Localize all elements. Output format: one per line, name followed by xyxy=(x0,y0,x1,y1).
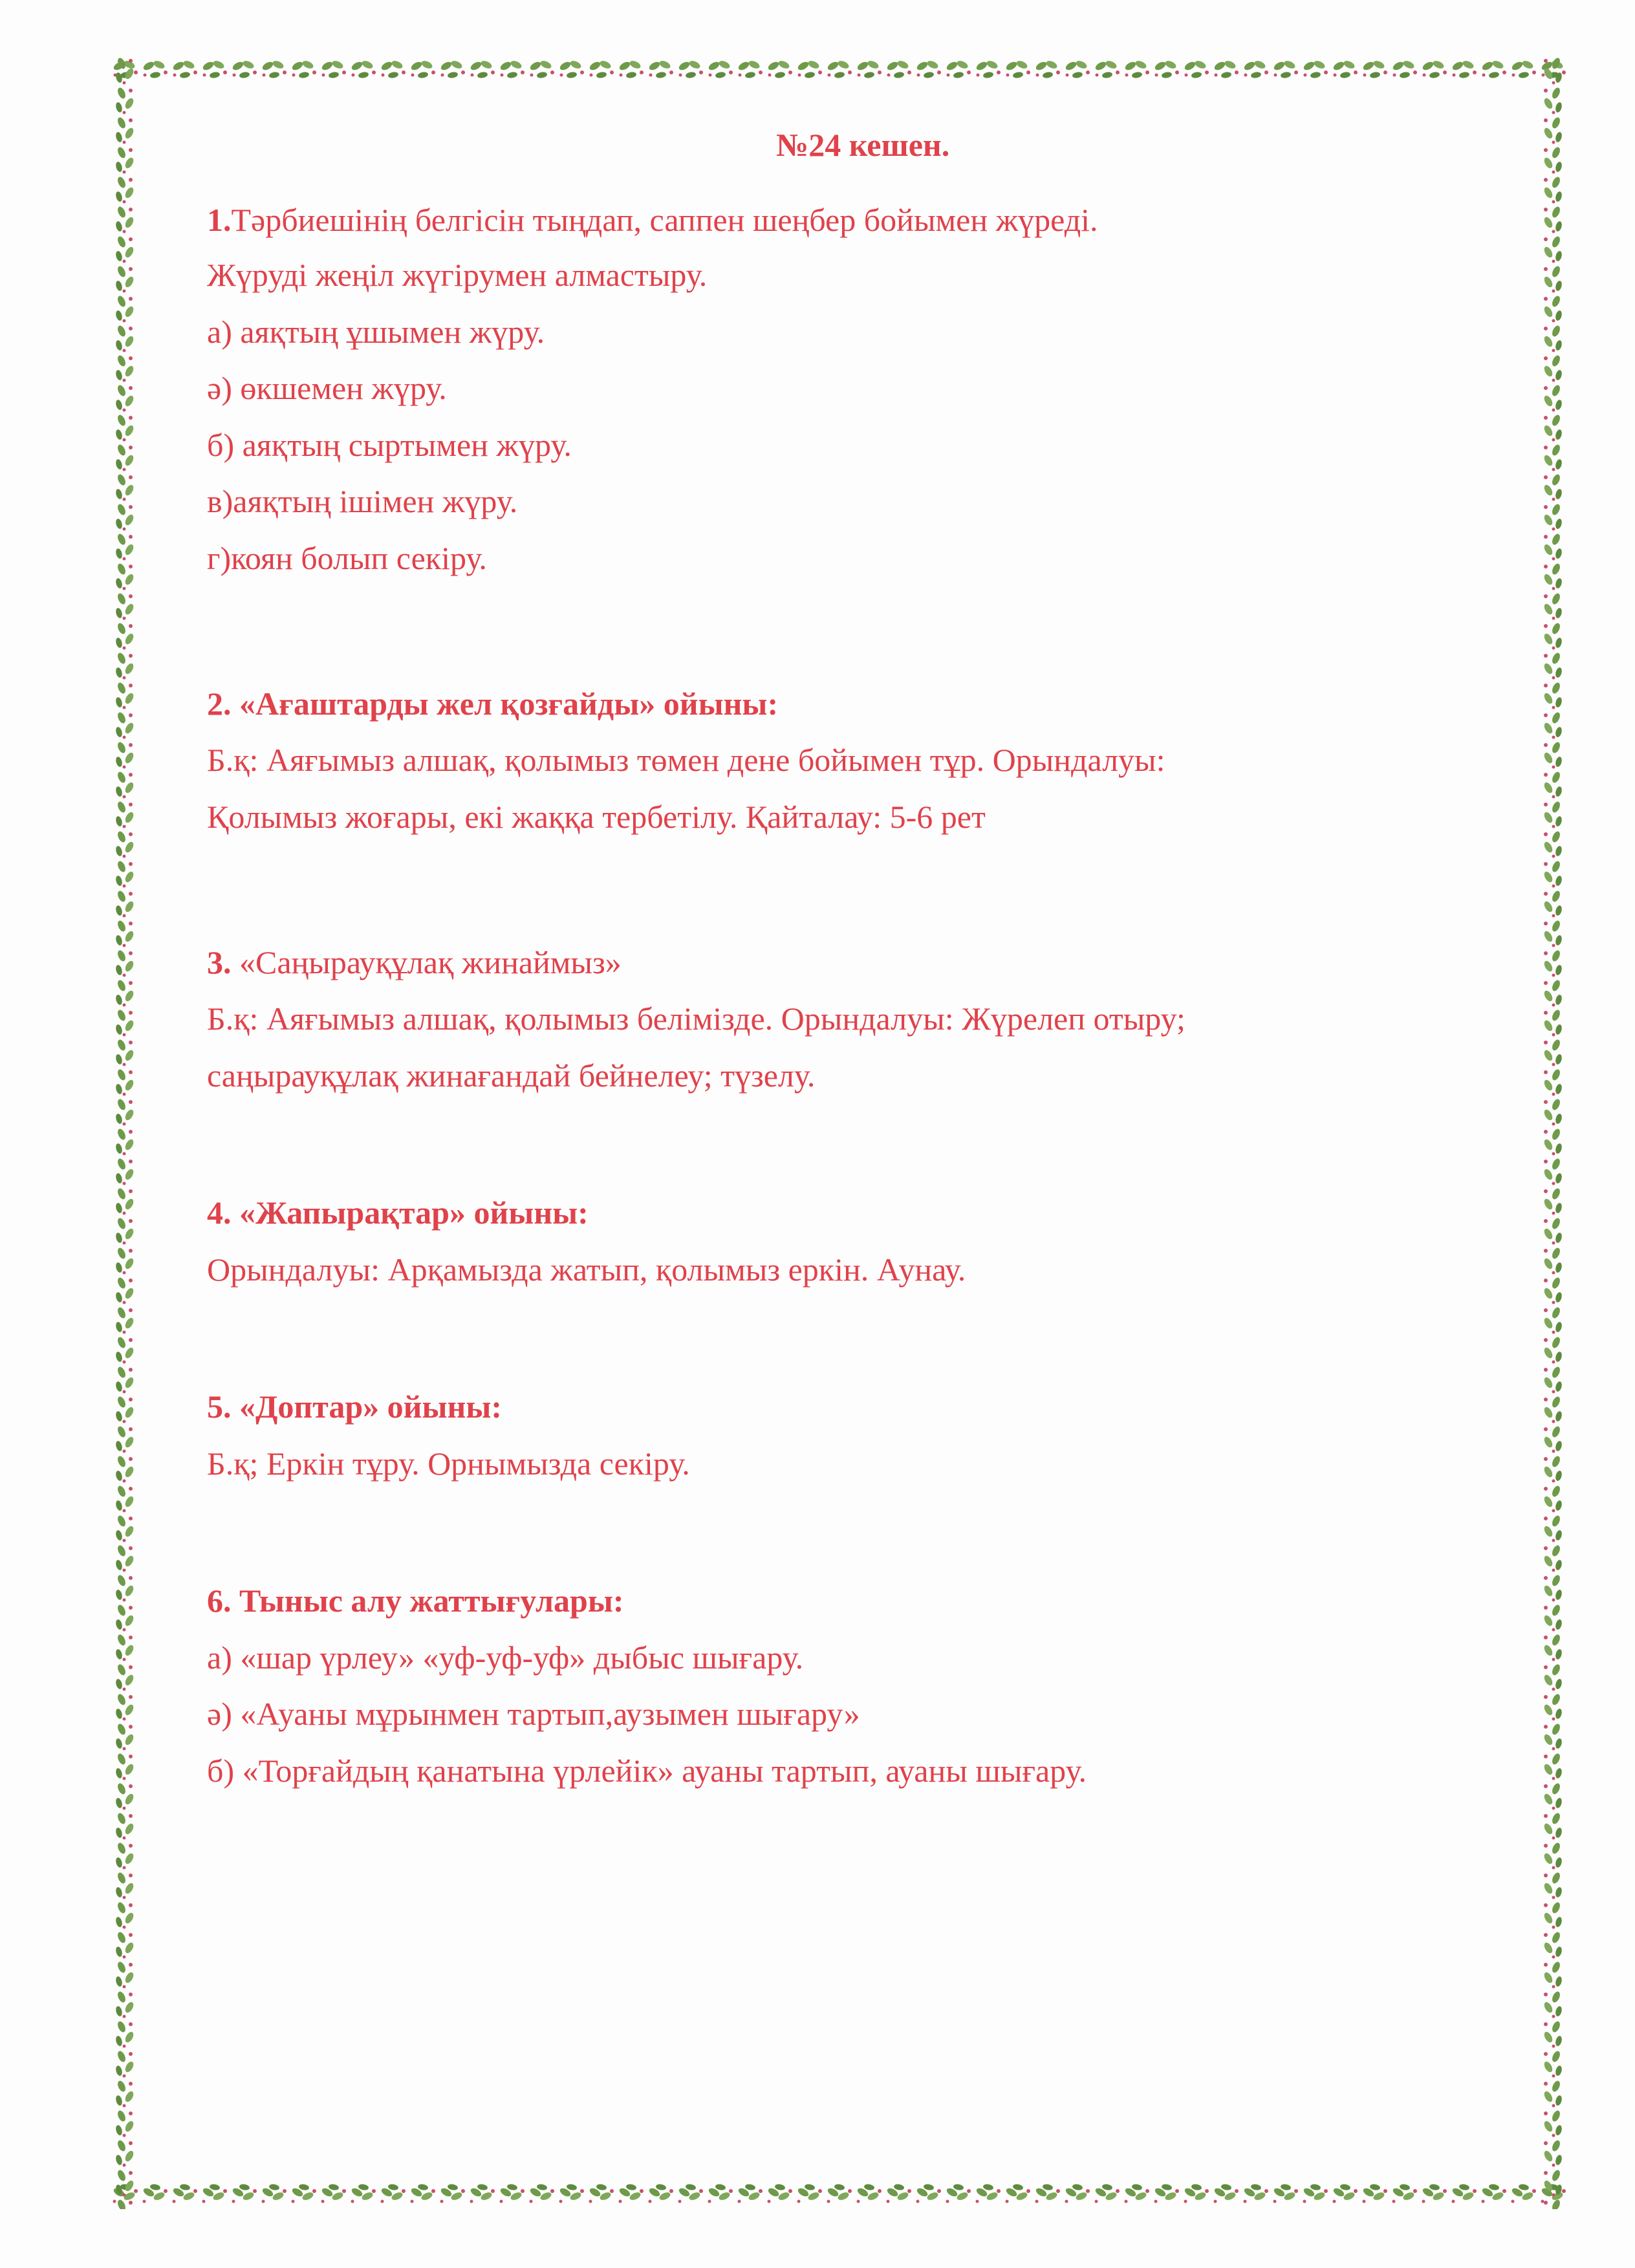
section-3-line-1: Б.қ: Аяғымыз алшақ, қолымыз белімізде. Орындалуы: Жүрелеп отыру; xyxy=(207,1000,1186,1037)
section-6-item: б) «Торғайдың қанатына үрлейік» ауаны тартып, ауаны шығару. xyxy=(207,1753,1087,1789)
section-6-item: а) «шар үрлеу» «уф-уф-уф» дыбыс шығару. xyxy=(207,1639,804,1676)
page-title: №24 кешен. xyxy=(776,127,950,163)
section-5-line-1: Б.қ; Еркін тұру. Орнымызда секіру. xyxy=(207,1445,690,1482)
section-1-item: ә) өкшемен жүру. xyxy=(207,370,447,406)
section-2-line-2: Қолымыз жоғары, екі жаққа тербетілу. Қайталау: 5-6 рет xyxy=(207,799,986,835)
section-5-heading: 5. «Доптар» ойыны: xyxy=(207,1388,503,1425)
holly-garland-icon xyxy=(111,56,140,2209)
section-3-heading xyxy=(207,946,622,978)
section-2-line-1: Б.қ: Аяғымыз алшақ, қолымыз төмен дене бойымен тұр. Орындалуы: xyxy=(207,742,1165,778)
section-4-line-1: Орындалуы: Арқамызда жатып, қолымыз еркін. Аунау. xyxy=(207,1251,966,1288)
section-1-item: б) аяқтың сыртымен жүру. xyxy=(207,427,572,463)
holly-garland-icon xyxy=(111,56,1566,84)
section-6-item: ә) «Ауаны мұрынмен тартып,аузымен шығару» xyxy=(207,1696,860,1732)
section-6-heading: 6. Тыныс алу жаттығулары: xyxy=(207,1582,624,1619)
holly-garland-icon xyxy=(1538,56,1566,2209)
section-2-heading: 2. «Ағаштарды жел қозғайды» ойыны: xyxy=(207,686,779,722)
section-1-line-1: Тәрбиешінің белгісін тыңдап, саппен шеңбер бойымен жүреді. xyxy=(231,202,1098,238)
section-1-item: г)коян болып секіру. xyxy=(207,540,487,576)
section-3-line-2: саңырауқұлақ жинағандай бейнелеу; түзелу. xyxy=(207,1057,816,1094)
section-3-title: «Саңырауқұлақ жинаймыз» xyxy=(231,944,622,980)
section-3-number: 3. xyxy=(207,944,232,980)
section-1-intro xyxy=(207,204,1098,236)
section-1-item: в)аяқтың ішімен жүру. xyxy=(207,483,518,519)
section-4-heading: 4. «Жапырақтар» ойыны: xyxy=(207,1194,589,1231)
section-1-number: 1. xyxy=(207,202,232,238)
section-1-line-2: Жүруді жеңіл жүгірумен алмастыру. xyxy=(207,257,708,293)
holly-garland-icon xyxy=(111,2181,1566,2209)
section-1-item: а) аяқтың ұшымен жүру. xyxy=(207,314,545,350)
